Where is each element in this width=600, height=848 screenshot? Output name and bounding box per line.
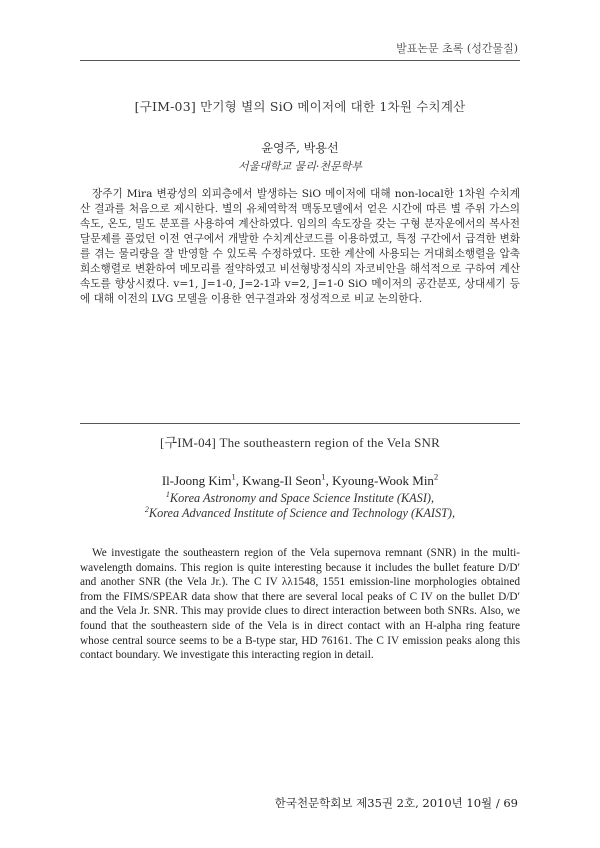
affiliation-text: Korea Astronomy and Space Science Institute (KASI), (169, 491, 435, 505)
author-list: 윤영주, 박용선 (261, 141, 339, 155)
affiliation: 서울대학교 물리·천문학부 (238, 160, 362, 173)
abstract-title: [구IM-04] The southeastern region of the Vela SNR (159, 435, 441, 450)
abstract-body: We investigate the southeastern region of the Vela supernova remnant (SNR) in the multi-wavelength domains. This region is quite interesting because it includes the bullet feature D/D′ and another SNR (the Vela Jr.). The C IV λλ1548, 1551 emission-line morphologies obtained from the FIMS/SPEAR data show that there are several local peaks of C IV on the bullet D/D′ and the Vela Jr. SNR. This may provide clues to direct interaction between both SNRs. Also, we found that the southeastern side of the Vela is in direct contact with an H-alpha ring feature whose central source seems to be a B-type star, HD 76161. The C IV emission peaks along this contact boundary. We investigate this interacting region in detail. (80, 547, 520, 662)
affil-mark: 1 (165, 489, 170, 499)
page-footer: 한국천문학회보 제35권 2호, 2010년 10월 / 69 (274, 796, 518, 810)
abstract-title: [구IM-03] 만기형 별의 SiO 메이저에 대한 1차원 수치계산 (134, 99, 466, 114)
running-head: 발표논문 초록 (성간물질) (396, 42, 518, 55)
author-affil-mark: 1 (231, 471, 236, 482)
author-name: Kyoung-Wook Min (332, 473, 434, 488)
affiliation (80, 506, 520, 521)
abstract-im03 (80, 97, 520, 307)
author-name: Il-Joong Kim (161, 473, 232, 488)
affiliation-text: Korea Advanced Institute of Science and Technology (KAIST), (148, 506, 456, 520)
author-list: Il-Joong Kim$^1$, Kwang-Il Seon$^1$, Kyoung-Wook Min$^2$ (161, 471, 439, 488)
abstract-im04 (80, 432, 520, 663)
author-affil-mark: 1 (321, 471, 326, 482)
affil-mark: 2 (144, 504, 149, 514)
author-affil-mark: 2 (433, 471, 439, 482)
abstract-body: 장주기 Mira 변광성의 외피층에서 발생하는 SiO 메이저에 대해 non-local한 1차원 수치계산 결과를 처음으로 제시한다. 별의 유체역학적 맥동모델에서 얻은 시간에 따른 별 주위 가스의 속도, 온도, 밀도 분포를 사용하여 계산하였다. 임의의 속도장을 갖는 구형 분자운에서의 복사전달문제를 풀었던 이전 연구에서 개발한 수치계산코드를 이용하였고, 특정 구간에서 급격한 변화를 겪는 물리량을 잘 반영할 수 있도록 수정하였다. 또한 계산에 사용되는 거대희소행렬을 압축희소행렬로 변환하여 메모리를 절약하였고 비선형방정식의 자코비안을 해석적으로 구하여 계산속도를 향상시켰다. v=1, J=1-0, J=2-1과 v=2, J=1-0 SiO 메이저의 공간분포, 상대세기 등에 대해 이전의 LVG 모델을 이용한 연구결과와 정성적으로 비교 논의한다. (80, 188, 520, 305)
affiliation (80, 491, 520, 506)
header-divider (80, 60, 520, 61)
author-name: Kwang-Il Seon (242, 473, 322, 488)
section-divider (80, 423, 520, 424)
